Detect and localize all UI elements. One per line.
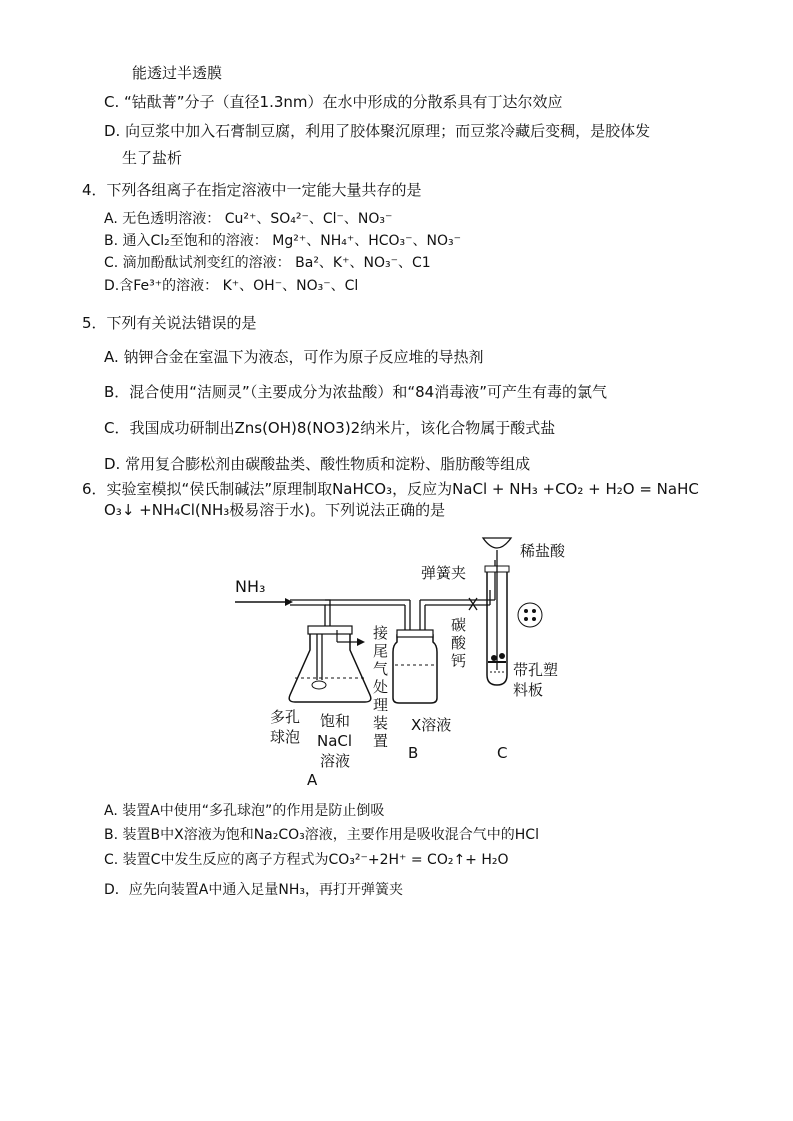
apparatus-b-label: B	[408, 744, 419, 762]
x-solution-label: X溶液	[411, 716, 452, 734]
plate-label-1: 带孔塑	[513, 661, 559, 679]
q4-option-b-label: B. 通入Cl₂至饱和的溶液：	[104, 233, 268, 249]
q6-stem-line2: O₃↓ +NH₄Cl(NH₃极易溶于水)。下列说法正确的是	[104, 501, 446, 519]
tail-gas-char-6: 装	[373, 714, 389, 732]
plate-hole	[524, 617, 528, 621]
nacl-label-1: 饱和	[320, 712, 351, 730]
bottle-b-stopper	[397, 630, 433, 637]
tail-gas-char-5: 理	[373, 696, 389, 714]
nacl-label-2: NaCl	[317, 732, 353, 750]
caco3-chunk	[499, 653, 505, 659]
bubbler-tube	[317, 630, 322, 680]
caco3-label-3: 钙	[451, 652, 467, 670]
plate-hole	[532, 617, 536, 621]
flask-a-stopper	[308, 626, 352, 634]
plate-label-2: 料板	[513, 681, 544, 699]
q4-option-a-label: A. 无色透明溶液：	[104, 211, 221, 227]
q4-option-d-ions: K⁺、OH⁻、NO₃⁻、Cl	[222, 278, 359, 294]
caco3-label-2: 酸	[451, 634, 467, 652]
q6-option-c: C. 装置C中发生反应的离子方程式为CO₃²⁻+2H⁺ = CO₂↑+ H₂O	[104, 852, 509, 868]
porous-bubble-label-1: 多孔	[270, 708, 301, 726]
q3-option-d-line2: 生了盐析	[122, 149, 183, 167]
tail-gas-char-3: 气	[373, 660, 389, 678]
tail-gas-char-2: 尾	[373, 642, 389, 660]
tail-gas-char-4: 处	[373, 678, 389, 696]
caco3-label-1: 碳	[451, 616, 467, 634]
q4-option-c	[104, 253, 431, 273]
dilute-hcl-label: 稀盐酸	[520, 542, 566, 560]
apparatus-a-label: A	[307, 771, 318, 789]
q5-stem: 5．下列有关说法错误的是	[82, 314, 257, 332]
q4-option-a-ions: Cu²⁺、SO₄²⁻、Cl⁻、NO₃⁻	[224, 211, 393, 227]
funnel-head	[483, 538, 511, 548]
q3-option-c: C. “钴酞菁”分子（直径1.3nm）在水中形成的分散系具有丁达尔效应	[104, 93, 563, 111]
q6-option-d: D．应先向装置A中通入足量NH₃，再打开弹簧夹	[104, 882, 403, 898]
q4-stem: 4．下列各组离子在指定溶液中一定能大量共存的是	[82, 181, 422, 199]
tail-gas-char-7: 置	[373, 732, 389, 750]
apparatus-figure	[225, 530, 595, 790]
q6-stem-line1: 6．实验室模拟“侯氏制碱法”原理制取NaHCO₃，反应为NaCl + NH₃ +CO₂ + H₂O = NaHC	[82, 480, 699, 498]
bottle-b	[393, 635, 437, 703]
nacl-label-3: 溶液	[320, 752, 351, 770]
q6-option-a: A. 装置A中使用“多孔球泡”的作用是防止倒吸	[104, 803, 385, 819]
q3-option-d-line1: D. 向豆浆中加入石膏制豆腐，利用了胶体聚沉原理；而豆浆冷藏后变稠，是胶体发	[104, 122, 651, 140]
q4-option-c-ions: Ba²、K⁺、NO₃⁻、C1	[295, 255, 431, 271]
q3-option-b-tail: 能透过半透膜	[132, 64, 223, 82]
q5-option-d: D. 常用复合膨松剂由碳酸盐类、酸性物质和淀粉、脂肪酸等组成	[104, 455, 531, 473]
apparatus-c-label: C	[497, 744, 508, 762]
porous-bubble-label-2: 球泡	[270, 728, 301, 746]
tail-gas-arrow	[357, 638, 365, 646]
q4-option-b-ions: Mg²⁺、NH₄⁺、HCO₃⁻、NO₃⁻	[272, 233, 462, 249]
q4-option-a	[104, 209, 392, 229]
q6-option-b: B. 装置B中X溶液为饱和Na₂CO₃溶液，主要作用是吸收混合气中的HCl	[104, 827, 539, 843]
caco3-chunk	[491, 655, 497, 661]
perforated-plate-detail-icon	[518, 603, 542, 627]
nh3-label: NH₃	[235, 577, 266, 596]
q5-option-c: C．我国成功研制出Zns(OH)8(NO3)2纳米片，该化合物属于酸式盐	[104, 419, 556, 437]
q4-option-d	[104, 276, 358, 296]
q5-option-b: B．混合使用“洁厕灵”（主要成分为浓盐酸）和“84消毒液”可产生有毒的氯气	[104, 383, 607, 401]
q4-option-d-label: D.含Fe³⁺的溶液：	[104, 278, 219, 294]
porous-bubble	[312, 681, 326, 689]
plate-hole	[532, 609, 536, 613]
q5-option-a: A. 钠钾合金在室温下为液态，可作为原子反应堆的导热剂	[104, 348, 484, 366]
q4-option-b	[104, 231, 461, 251]
plate-hole	[524, 609, 528, 613]
spring-clip-label: 弹簧夹	[421, 564, 467, 582]
q4-option-c-label: C. 滴加酚酞试剂变红的溶液：	[104, 255, 291, 271]
tail-gas-char-1: 接	[373, 624, 389, 642]
